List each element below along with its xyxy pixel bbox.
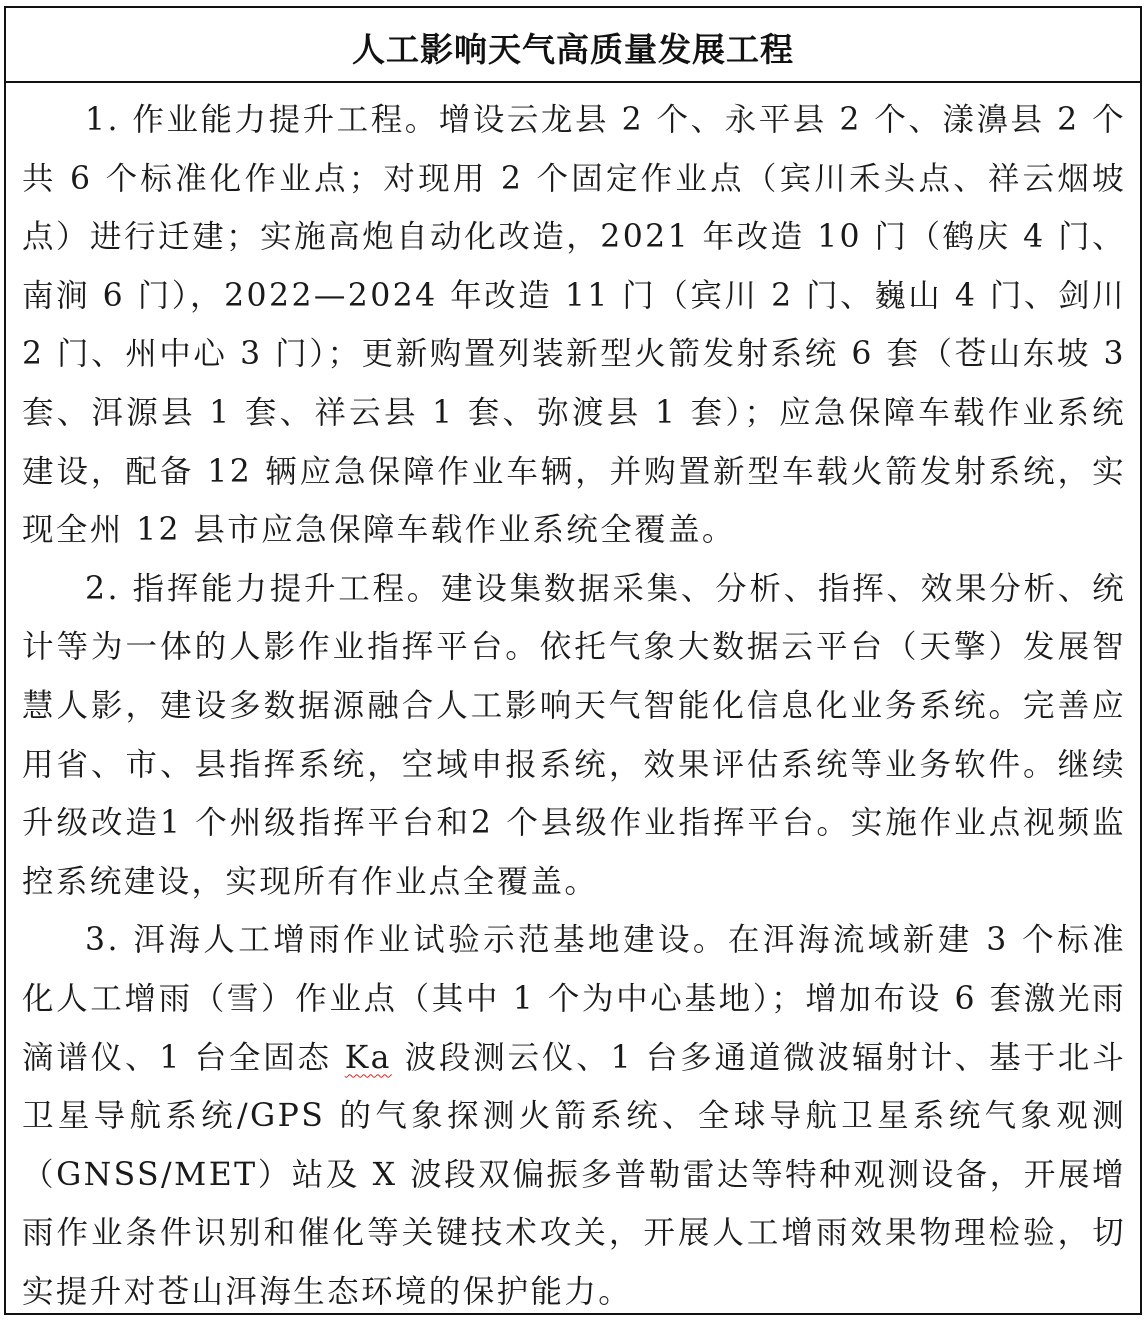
project-table [4,6,1142,1315]
paragraph-operation-capability: 1. 作业能力提升工程。增设云龙县 2 个、永平县 2 个、漾濞县 2 个共 6 个标准化作业点；对现用 2 个固定作业点（宾川禾头点、祥云烟坡点）进行迁建；实施高炮自动化改造，2021 年改造 10 门（鹤庆 4 门、南涧 6 门），2022—2024 年改造 11 门（宾川 2 门、巍山 4 门、剑川 2 门、州中心 3 门）；更新购置列装新型火箭发射系统 6 套（苍山东坡 3 套、洱源县 1 套、祥云县 1 套、弥渡县 1 套）；应急保障车载作业系统建设，配备 12 辆应急保障作业车辆，并购置新型车载火箭发射系统，实现全州 12 县市应急保障车载作业系统全覆盖。 [22,102,1126,549]
spellcheck-flagged-word: Ka [344,1039,392,1076]
paragraph-erhai-text-before: 3. 洱海人工增雨作业试验示范基地建设。在洱海流域新建 3 个标准化人工增雨（雪）作业点（其中 1 个为中心基地）；增加布设 6 套激光雨滴谱仪、1 台全固态 [22,922,1126,1076]
paragraph-command-capability: 2. 指挥能力提升工程。建设集数据采集、分析、指挥、效果分析、统计等为一体的人影作业指挥平台。依托气象大数据云平台（天擎）发展智慧人影，建设多数据源融合人工影响天气智能化信息化业务系统。完善应用省、市、县指挥系统，空域申报系统，效果评估系统等业务软件。继续升级改造1 个州级指挥平台和2 个县级作业指挥平台。实施作业点视频监控系统建设，实现所有作业点全覆盖。 [22,570,1126,900]
table-body-cell [6,83,1140,1321]
paragraph-erhai-text-after: 波段测云仪、1 台多通道微波辐射计、基于北斗卫星导航系统/GPS 的气象探测火箭系统、全球导航卫星系统气象观测（GNSS/MET）站及 X 波段双偏振多普勒雷达等特种观测设备，开展增雨作业条件识别和催化等关键技术攻关，开展人工增雨效果物理检验，切实提升对苍山洱海生态环境的保护能力。 [22,1039,1126,1310]
paragraph-erhai-rain-base [22,911,1126,1321]
table-header-cell [6,8,1140,83]
table-title: 人工影响天气高质量发展工程 [352,30,794,69]
